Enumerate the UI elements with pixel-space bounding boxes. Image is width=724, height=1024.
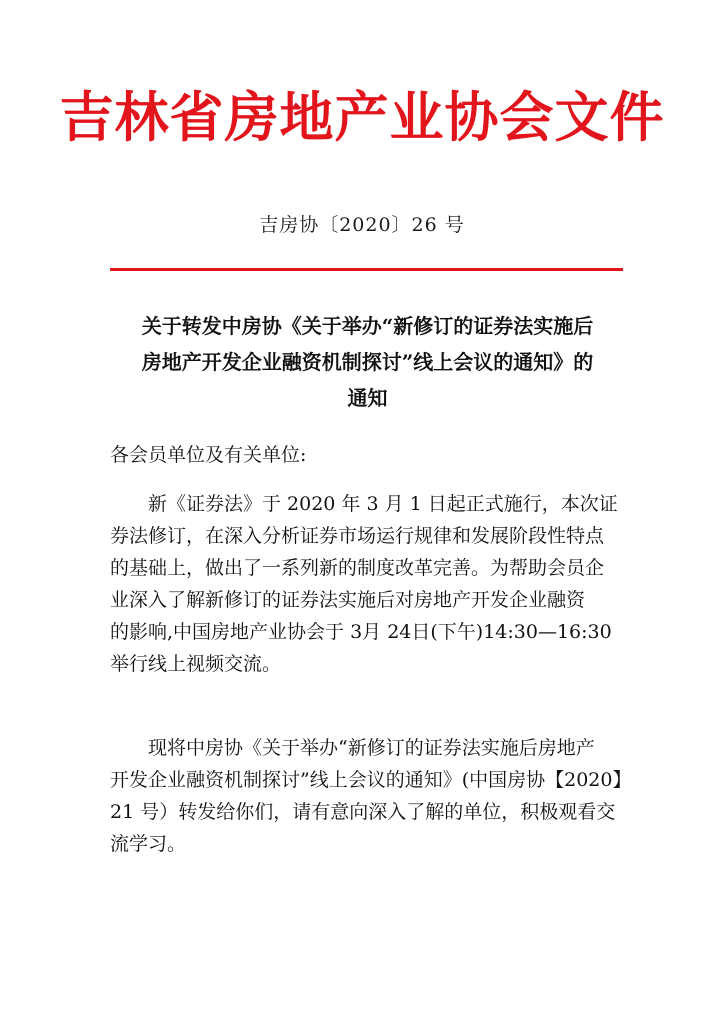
body-paragraph-2: [110, 732, 632, 860]
notice-title: [95, 308, 640, 416]
paragraph-line: 流学习。: [110, 833, 187, 855]
salutation: 各会员单位及有关单位:: [110, 444, 307, 466]
paragraph-line: 的基础上，做出了一系列新的制度改革完善。为帮助会员企: [110, 557, 605, 579]
paragraph-line: 举行线上视频交流。: [110, 653, 282, 675]
document-header-title: 吉林省房地产业协会文件: [59, 85, 665, 149]
notice-title-line: 房地产开发企业融资机制探讨”线上会议的通知》的: [141, 350, 594, 374]
body-paragraph-1: [110, 488, 620, 680]
paragraph-line: 现将中房协《关于举办“新修订的证券法实施后房地产: [148, 737, 595, 759]
paragraph-line: 业深入了解新修订的证券法实施后对房地产开发企业融资: [110, 589, 586, 611]
paragraph-line: 开发企业融资机制探讨”线上会议的通知》(中国房协【2020】: [110, 769, 632, 791]
header-divider: [110, 268, 623, 271]
notice-title-line: 关于转发中房协《关于举办“新修订的证券法实施后: [141, 314, 594, 338]
paragraph-line: 券法修订，在深入分析证券市场运行规律和发展阶段性特点: [110, 525, 605, 547]
paragraph-line: 的影响,中国房地产业协会于 3月 24日(下午)14:30—16:30: [110, 621, 612, 643]
notice-title-line: 通知: [347, 386, 388, 410]
document-number: 吉房协〔2020〕26 号: [259, 214, 465, 236]
paragraph-line: 新《证券法》于 2020 年 3 月 1 日起正式施行，本次证: [148, 493, 618, 515]
paragraph-line: 21 号）转发给你们，请有意向深入了解的单位，积极观看交: [110, 801, 616, 823]
